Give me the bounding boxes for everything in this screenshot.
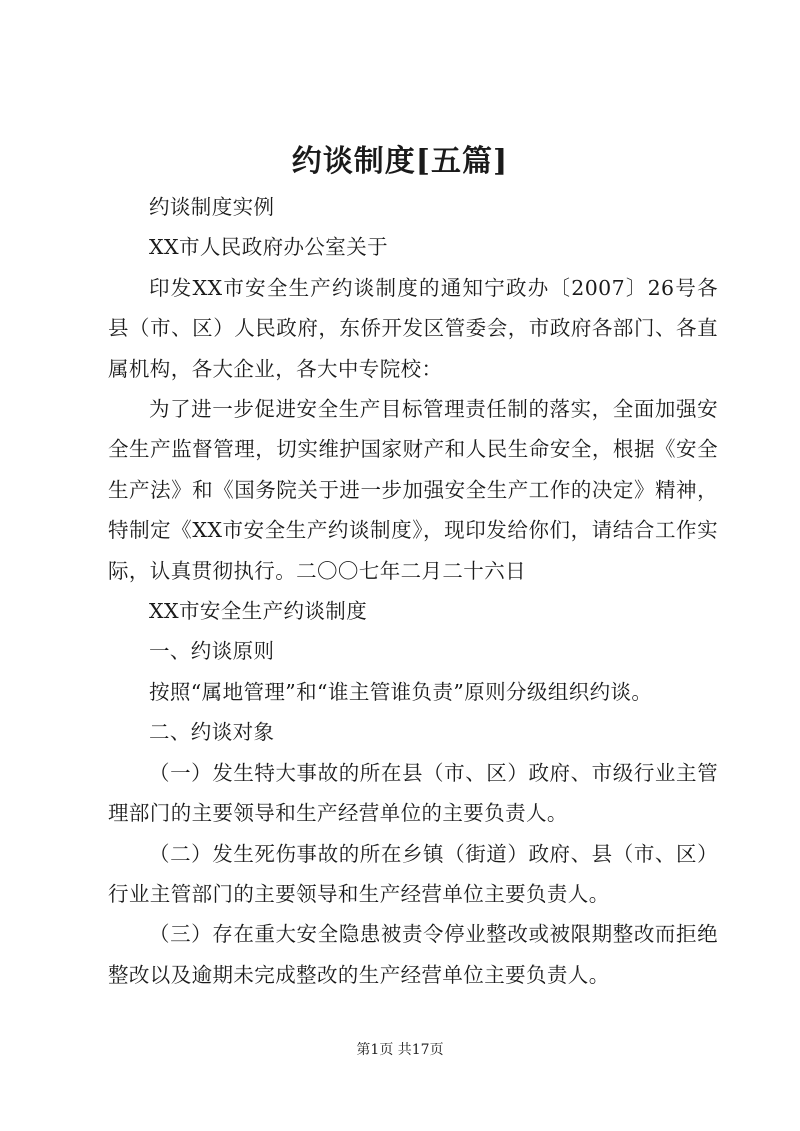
paragraph-office-heading: XX市人民政府办公室关于 [149, 235, 388, 260]
paragraph-notice-addressees: 印发XX市安全生产约谈制度的通知宁政办〔2007〕26号各县（市、区）人民政府，东侨开发区管委会，市政府各部门、各直属机构，各大企业，各大中专院校： [108, 275, 718, 381]
list-item-target-1: （一）发生特大事故的所在县（市、区）政府、市级行业主管理部门的主要领导和生产经营单位的主要负责人。 [108, 760, 718, 826]
list-item-target-3: （三）存在重大安全隐患被责令停业整改或被限期整改而拒绝整改以及逾期未完成整改的生产经营单位主要负责人。 [108, 922, 718, 987]
paragraph-principles: 按照“属地管理”和“谁主管谁负责”原则分级组织约谈。 [149, 679, 653, 704]
paragraph-system-title: XX市安全生产约谈制度 [149, 599, 368, 624]
document-title: 约谈制度[五篇] [291, 144, 509, 179]
section-heading-principles: 一、约谈原则 [149, 639, 275, 664]
section-heading-targets: 二、约谈对象 [149, 720, 275, 745]
document-body [108, 187, 718, 995]
list-item-target-2: （二）发生死伤事故的所在乡镇（街道）政府、县（市、区）行业主管部门的主要领导和生产经营单位主要负责人。 [108, 841, 718, 906]
paragraph-notice-body: 为了进一步促进安全生产目标管理责任制的落实，全面加强安全生产监督管理，切实维护国家财产和人民生命安全，根据《安全生产法》和《国务院关于进一步加强安全生产工作的决定》精神，特制定《XX市安全生产约谈制度》，现印发给你们，请结合工作实际，认真贯彻执行。二〇〇七年二月二十六日 [108, 397, 718, 583]
paragraph-subtitle: 约谈制度实例 [149, 195, 275, 219]
page-indicator: 第1页 共17页 [356, 1042, 444, 1058]
